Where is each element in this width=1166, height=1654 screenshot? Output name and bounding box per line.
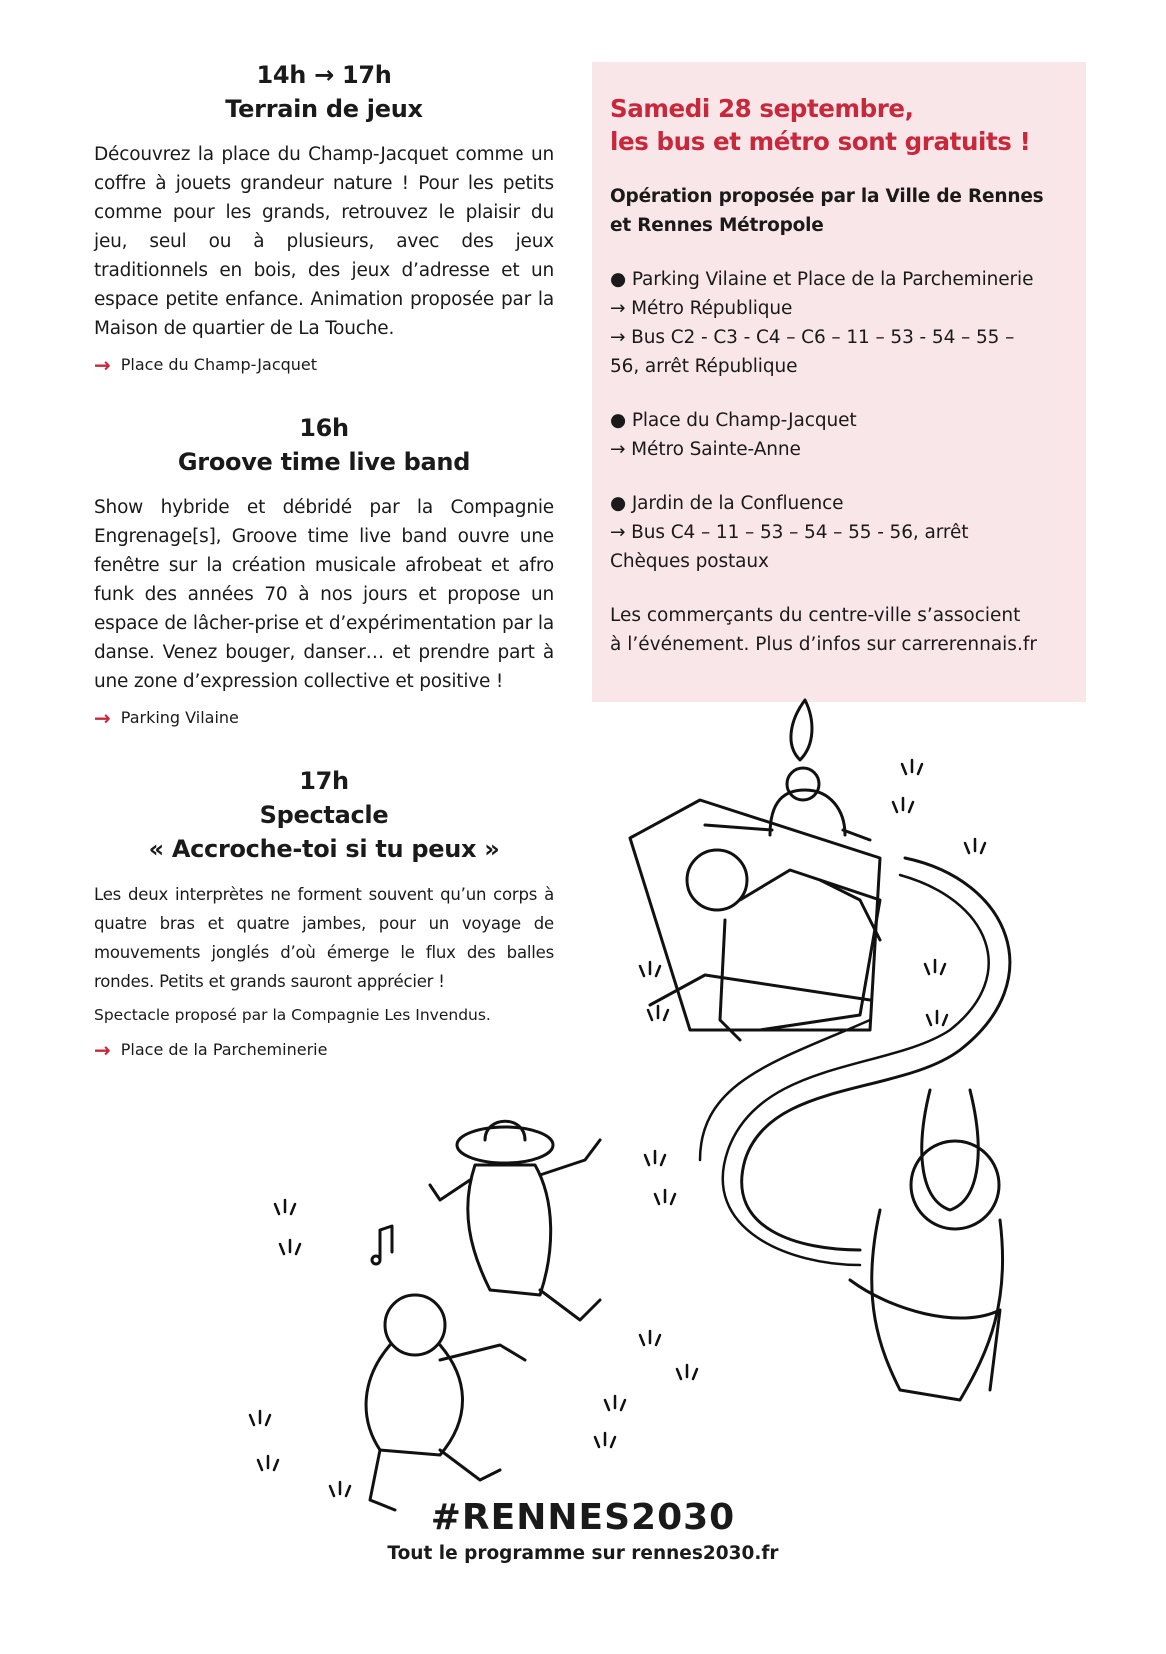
arrow-right-icon: → (94, 1038, 111, 1062)
event-subtitle: « Accroche-toi si tu peux » (148, 835, 500, 863)
commerce-line-2: à l’événement. Plus d’infos sur carrerennais.fr (610, 634, 1037, 655)
hashtag: #RENNES2030 (430, 1497, 736, 1538)
event-title: Terrain de jeux (225, 95, 423, 123)
juggler-head (787, 768, 819, 800)
mat-lower (650, 975, 870, 1005)
stop-line: ● Place du Champ-Jacquet (610, 410, 857, 431)
juggler-body (770, 790, 845, 835)
hat-crown (485, 1121, 525, 1140)
music-note-icon (380, 1226, 392, 1258)
commerce-line-1: Les commerçants du centre-ville s’associent (610, 605, 1021, 626)
hat-icon (457, 1127, 553, 1163)
event-place-label: Place du Champ-Jacquet (120, 355, 318, 374)
event-place-label: Place de la Parcheminerie (120, 1040, 328, 1059)
event-title: Groove time live band (177, 448, 471, 476)
event-description: Show hybride et débridé par la Compagnie Engrenage[s], Groove time live band ouvre une fenêtre sur la création musicale afrobeat et afro funk des années 70 à nos jours et propose un espace de lâcher-prise et d’expérimentation par la danse. Venez bouger, danser… et prendre part à une zone d’expression collective et positive ! (94, 497, 554, 692)
event-time: 16h (299, 414, 349, 442)
stretch-head (911, 1141, 999, 1229)
stop-line: → Bus C2 - C3 - C4 – C6 – 11 – 53 - 54 – 55 – (610, 327, 1015, 348)
stop-line: Chèques postaux (610, 551, 769, 572)
juggler-arm-left (705, 825, 772, 830)
juggler-arm-right (843, 830, 870, 840)
program-link[interactable]: Tout le programme sur rennes2030.fr (387, 1543, 779, 1564)
info-title-line-1: Samedi 28 septembre, (610, 94, 914, 123)
stop-line: ● Jardin de la Confluence (610, 493, 844, 514)
dancer2-body (366, 1345, 462, 1455)
stretch-body (872, 1210, 1003, 1400)
dancer-leg (540, 1290, 600, 1320)
stop-line: → Métro Sainte-Anne (610, 439, 801, 460)
stop-line: ● Parking Vilaine et Place de la Parcheminerie (610, 269, 1034, 290)
dancer2-arm (440, 1345, 525, 1360)
stop-line: → Métro République (610, 298, 793, 319)
event-time: 17h (299, 767, 349, 795)
arrow-right-icon: → (94, 353, 111, 377)
acrobat-leg-1 (740, 870, 880, 1030)
grass-tufts (250, 760, 985, 1496)
flame-icon (791, 700, 812, 760)
dancer-arm-left (430, 1180, 470, 1200)
winding-path-inner (723, 875, 989, 1265)
event-credit: Spectacle proposé par la Compagnie Les Invendus. (94, 1006, 491, 1024)
stop-line: 56, arrêt République (610, 356, 798, 377)
footer (0, 1496, 1166, 1568)
music-note-head (372, 1256, 380, 1264)
dancer-arm-right (540, 1140, 600, 1175)
event-time: 14h → 17h (256, 61, 392, 89)
event-title: Spectacle (259, 801, 389, 829)
event-description: Découvrez la place du Champ-Jacquet comme un coffre à jouets grandeur nature ! Pour les petits comme pour les grands, retrouvez le plaisir du jeu, seul ou à plusieurs, avec des jeux traditionnels en bois, des jeux d’adresse et un espace petite enfance. Animation proposée par la Maison de quartier de La Touche. (94, 144, 554, 339)
event-description: Les deux interprètes ne forment souvent qu’un corps à quatre bras et quatre jambes, pour un voyage de mouvements jonglés d’où émerge le flux des balles rondes. Petits et grands sauront apprécier ! (94, 885, 554, 991)
dancer2-leg-2 (440, 1450, 500, 1480)
dancer-body (468, 1165, 551, 1295)
stop-line: → Bus C4 – 11 – 53 – 54 – 55 - 56, arrêt (610, 522, 969, 543)
info-title-line-2: les bus et métro sont gratuits ! (610, 127, 1031, 156)
event-place-label: Parking Vilaine (120, 708, 239, 727)
operation-line-2: et Rennes Métropole (610, 215, 824, 236)
arrow-right-icon: → (94, 706, 111, 730)
acrobat-head (687, 850, 747, 910)
operation-line-1: Opération proposée par la Ville de Rennes (610, 186, 1044, 207)
dancer2-head (385, 1295, 445, 1355)
